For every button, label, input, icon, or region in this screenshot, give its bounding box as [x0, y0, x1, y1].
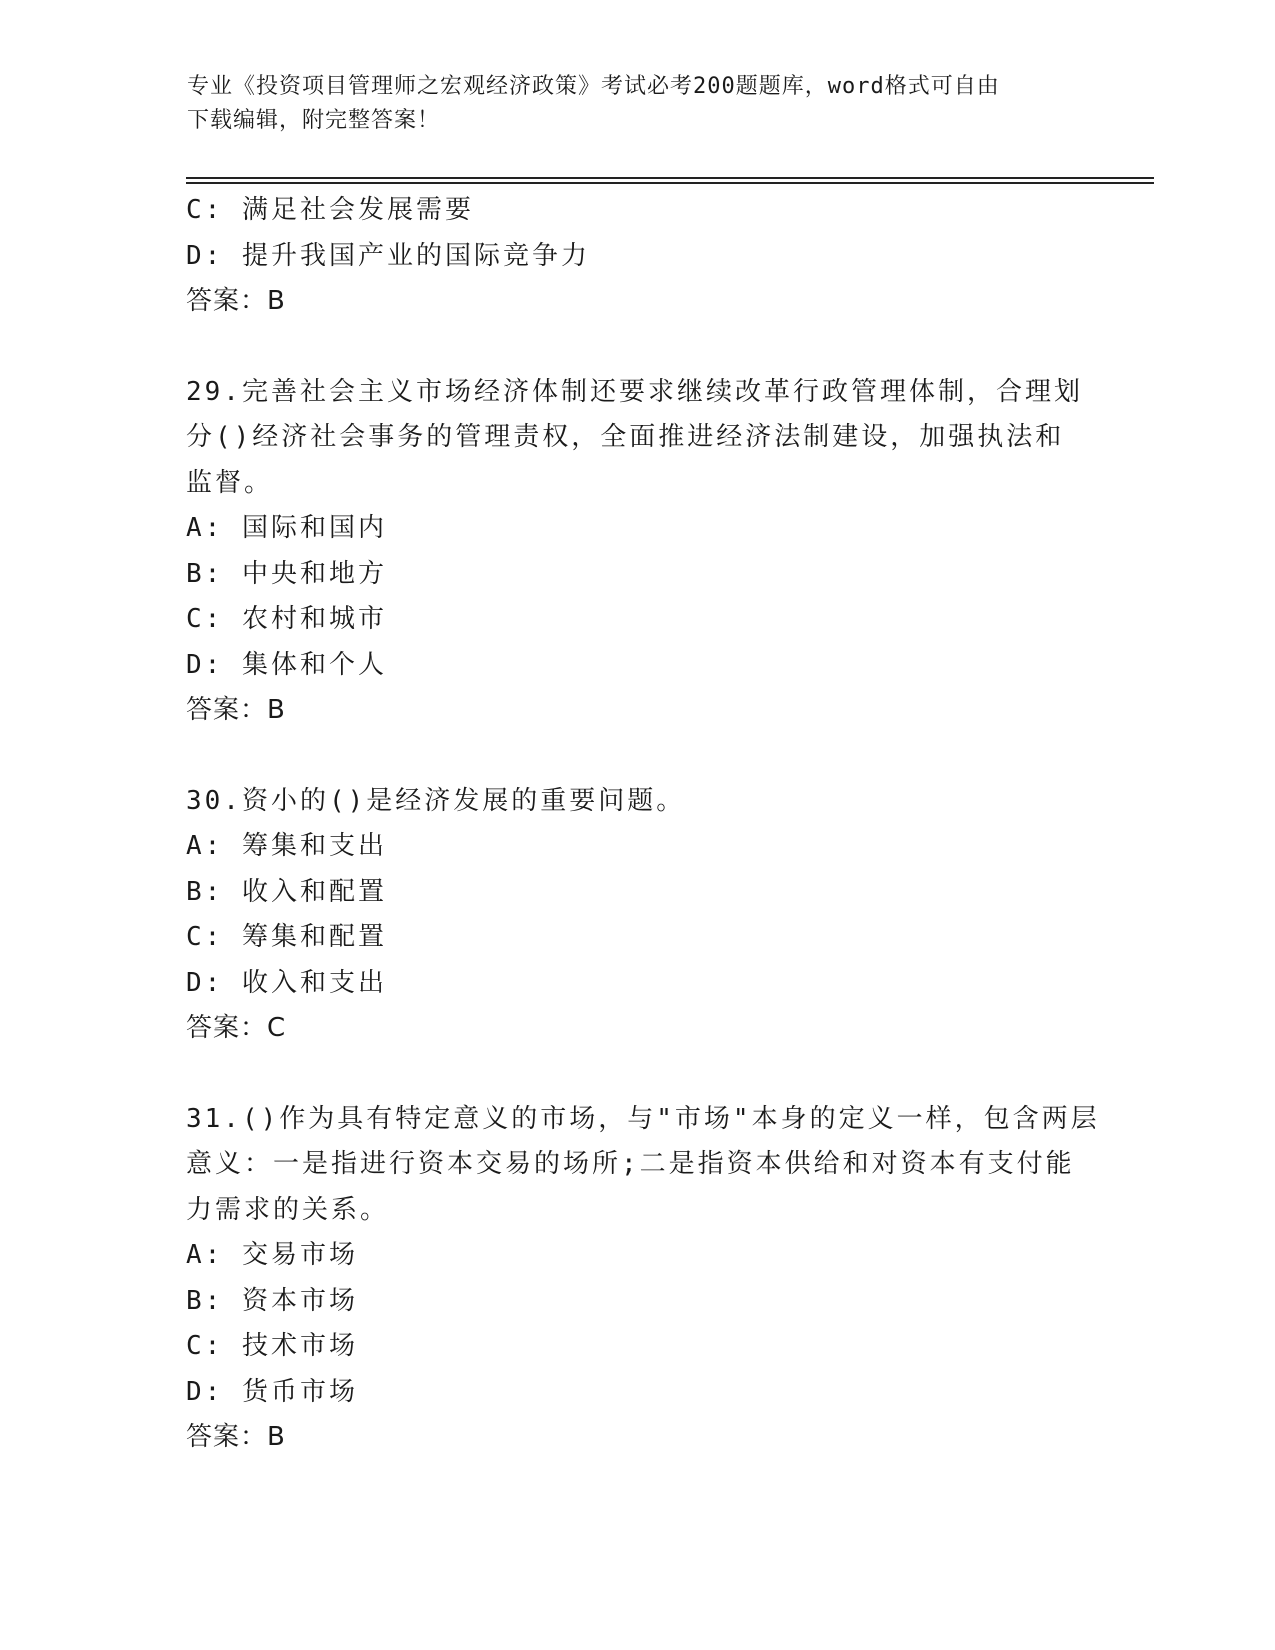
option-a: A: 国际和国内: [186, 513, 387, 543]
answer: 答案：B: [186, 286, 286, 316]
option-d: D: 提升我国产业的国际竞争力: [186, 240, 590, 271]
option-d: D: 货币市场: [186, 1376, 358, 1407]
question-stem: 29.完善社会主义市场经济体制还要求继续改革行政管理体制，合理划: [186, 376, 1083, 407]
option-a: A: 交易市场: [186, 1240, 358, 1270]
question-28-tail: [186, 188, 1086, 325]
answer: 答案：B: [186, 695, 286, 725]
header-divider-top: [186, 177, 1154, 179]
option-d: D: 集体和个人: [186, 649, 387, 680]
question-stem: 31.()作为具有特定意义的市场，与"市场"本身的定义一样，包含两层: [186, 1103, 1100, 1134]
answer: 答案：C: [186, 1013, 287, 1043]
header-divider-bottom: [186, 182, 1154, 184]
question-30: [186, 779, 1086, 1052]
question-stem: 30.资小的()是经济发展的重要问题。: [186, 785, 686, 816]
option-c: C: 农村和城市: [186, 604, 387, 634]
option-b: B: 中央和地方: [186, 558, 387, 589]
option-b: B: 收入和配置: [186, 876, 387, 907]
page-header: [187, 70, 1087, 138]
option-c: C: 技术市场: [186, 1331, 358, 1361]
option-d: D: 收入和支出: [186, 967, 387, 998]
question-list: [186, 188, 1100, 1461]
header-line-1: 专业《投资项目管理师之宏观经济政策》考试必考200题题库，word格式可自由: [187, 74, 1000, 99]
option-a: A: 筹集和支出: [186, 831, 387, 861]
question-31: [186, 1097, 1100, 1461]
question-stem: 分()经济社会事务的管理责权，全面推进经济法制建设，加强执法和: [186, 422, 1065, 452]
option-c: C: 满足社会发展需要: [186, 195, 474, 225]
question-29: [186, 370, 1086, 734]
question-stem: 意义：一是指进行资本交易的场所;二是指资本供给和对资本有支付能: [186, 1149, 1075, 1179]
option-b: B: 资本市场: [186, 1285, 358, 1316]
option-c: C: 筹集和配置: [186, 922, 387, 952]
answer: 答案：B: [186, 1422, 286, 1452]
header-line-2: 下载编辑，附完整答案！: [187, 108, 441, 133]
question-stem: 力需求的关系。: [186, 1194, 390, 1225]
question-stem: 监督。: [186, 467, 274, 498]
